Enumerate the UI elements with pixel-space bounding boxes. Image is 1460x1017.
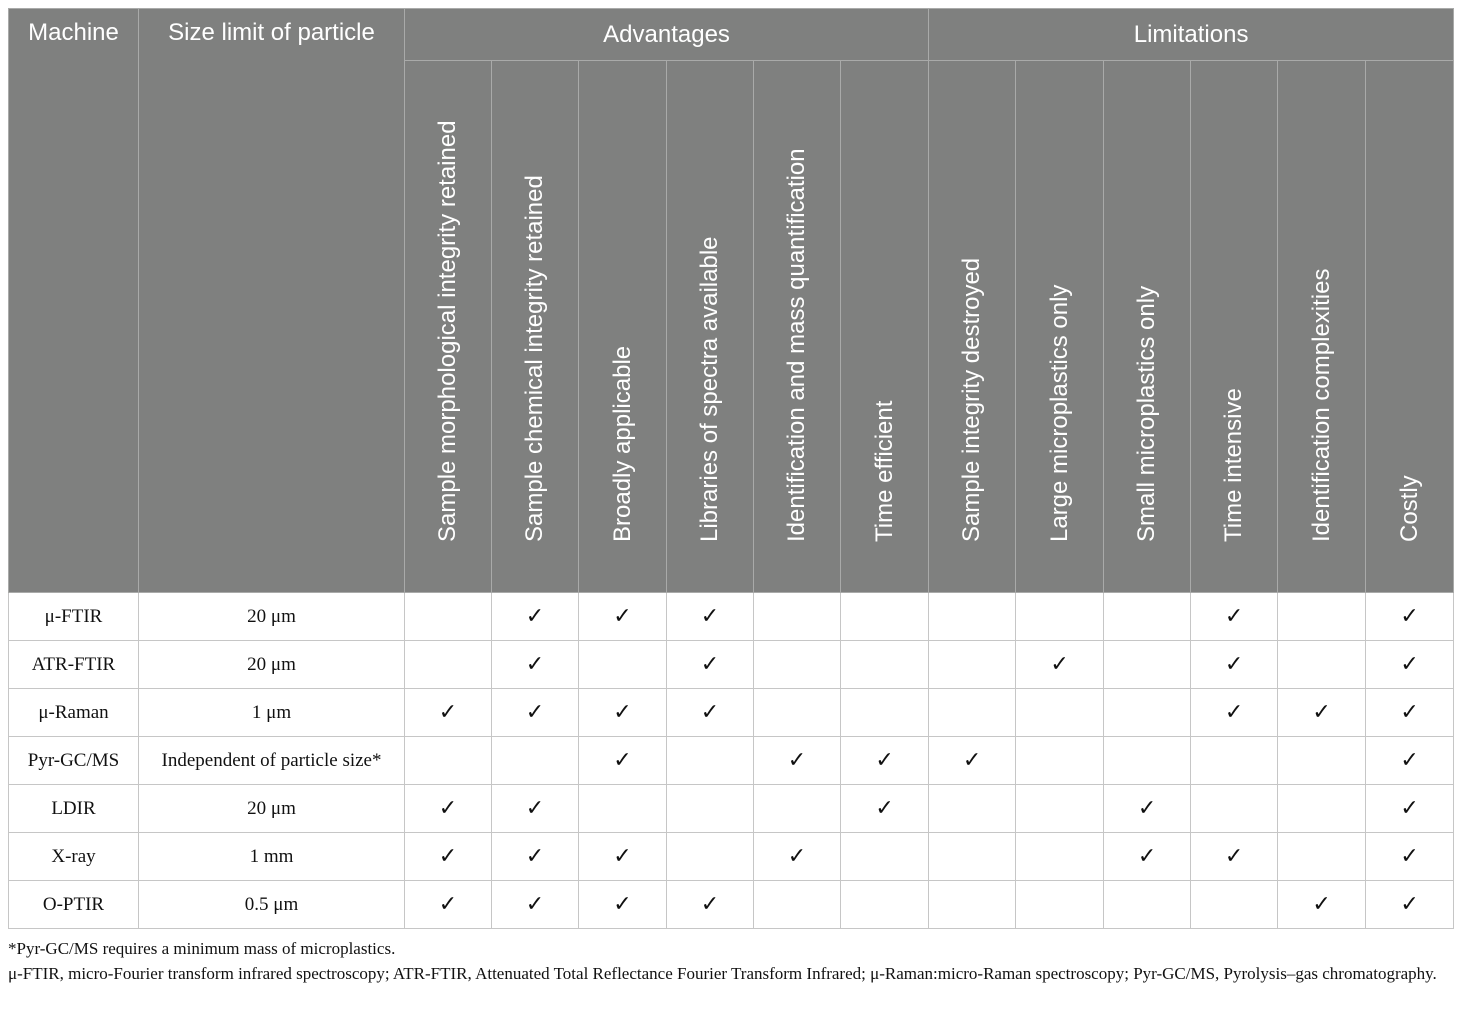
header-row-top bbox=[9, 9, 1454, 61]
empty-cell bbox=[841, 641, 929, 689]
check-mark-cell: ✓ bbox=[929, 737, 1016, 785]
empty-cell bbox=[929, 785, 1016, 833]
empty-cell bbox=[579, 785, 667, 833]
table-row bbox=[9, 833, 1454, 881]
table-header bbox=[9, 9, 1454, 593]
check-mark-cell: ✓ bbox=[405, 833, 492, 881]
check-mark-cell: ✓ bbox=[492, 881, 579, 929]
check-mark-cell: ✓ bbox=[1366, 881, 1454, 929]
empty-cell bbox=[1191, 737, 1278, 785]
empty-cell bbox=[667, 737, 754, 785]
machine-cell: O-PTIR bbox=[9, 881, 139, 929]
empty-cell bbox=[1016, 737, 1104, 785]
limitation-column-label: Large microplastics only bbox=[1045, 284, 1073, 542]
empty-cell bbox=[754, 641, 841, 689]
check-mark-cell: ✓ bbox=[405, 689, 492, 737]
table-row bbox=[9, 881, 1454, 929]
check-mark-cell: ✓ bbox=[667, 593, 754, 641]
empty-cell bbox=[1104, 737, 1191, 785]
advantage-column-header bbox=[841, 61, 929, 593]
empty-cell bbox=[929, 593, 1016, 641]
advantage-column-label: Broadly applicable bbox=[608, 345, 636, 542]
check-mark-cell: ✓ bbox=[492, 833, 579, 881]
size-limit-cell: 20 μm bbox=[139, 641, 405, 689]
empty-cell bbox=[579, 641, 667, 689]
limitation-column-header bbox=[1104, 61, 1191, 593]
limitation-column-header bbox=[1278, 61, 1366, 593]
advantage-column-header bbox=[492, 61, 579, 593]
limitation-column-label: Costly bbox=[1395, 475, 1423, 542]
check-mark-cell: ✓ bbox=[667, 641, 754, 689]
check-mark-cell: ✓ bbox=[1366, 833, 1454, 881]
comparison-table-container bbox=[8, 8, 1453, 929]
check-mark-cell: ✓ bbox=[579, 689, 667, 737]
empty-cell bbox=[1016, 593, 1104, 641]
empty-cell bbox=[667, 785, 754, 833]
size-limit-cell: 20 μm bbox=[139, 593, 405, 641]
empty-cell bbox=[1278, 737, 1366, 785]
table-row bbox=[9, 785, 1454, 833]
empty-cell bbox=[1016, 881, 1104, 929]
check-mark-cell: ✓ bbox=[492, 641, 579, 689]
empty-cell bbox=[1104, 593, 1191, 641]
advantage-column-label: Identification and mass quantification bbox=[783, 148, 810, 542]
empty-cell bbox=[929, 833, 1016, 881]
advantage-column-label: Libraries of spectra available bbox=[696, 236, 723, 542]
check-mark-cell: ✓ bbox=[1191, 833, 1278, 881]
advantage-column-label: Sample chemical integrity retained bbox=[521, 175, 548, 542]
table-row bbox=[9, 689, 1454, 737]
check-mark-cell: ✓ bbox=[1191, 689, 1278, 737]
advantage-column-header bbox=[405, 61, 492, 593]
limitations-header: Limitations bbox=[929, 9, 1454, 61]
empty-cell bbox=[405, 737, 492, 785]
check-mark-cell: ✓ bbox=[1366, 737, 1454, 785]
machine-cell: μ-Raman bbox=[9, 689, 139, 737]
check-mark-cell: ✓ bbox=[1104, 833, 1191, 881]
check-mark-cell: ✓ bbox=[579, 593, 667, 641]
empty-cell bbox=[754, 593, 841, 641]
size-limit-cell: 20 μm bbox=[139, 785, 405, 833]
machine-cell: ATR-FTIR bbox=[9, 641, 139, 689]
check-mark-cell: ✓ bbox=[754, 737, 841, 785]
empty-cell bbox=[841, 593, 929, 641]
check-mark-cell: ✓ bbox=[1016, 641, 1104, 689]
check-mark-cell: ✓ bbox=[1278, 881, 1366, 929]
empty-cell bbox=[929, 881, 1016, 929]
advantages-header: Advantages bbox=[405, 9, 929, 61]
empty-cell bbox=[1016, 785, 1104, 833]
check-mark-cell: ✓ bbox=[1366, 641, 1454, 689]
empty-cell bbox=[405, 593, 492, 641]
empty-cell bbox=[1016, 689, 1104, 737]
microplastic-methods-table bbox=[8, 8, 1454, 929]
size-limit-cell: 1 μm bbox=[139, 689, 405, 737]
check-mark-cell: ✓ bbox=[1278, 689, 1366, 737]
check-mark-cell: ✓ bbox=[841, 785, 929, 833]
check-mark-cell: ✓ bbox=[1366, 593, 1454, 641]
limitation-column-label: Time intensive bbox=[1220, 388, 1248, 542]
check-mark-cell: ✓ bbox=[841, 737, 929, 785]
check-mark-cell: ✓ bbox=[405, 881, 492, 929]
size-limit-cell: 1 mm bbox=[139, 833, 405, 881]
check-mark-cell: ✓ bbox=[667, 881, 754, 929]
check-mark-cell: ✓ bbox=[492, 689, 579, 737]
limitation-column-header bbox=[929, 61, 1016, 593]
empty-cell bbox=[492, 737, 579, 785]
empty-cell bbox=[1278, 785, 1366, 833]
check-mark-cell: ✓ bbox=[1191, 593, 1278, 641]
machine-cell: LDIR bbox=[9, 785, 139, 833]
limitation-column-header bbox=[1366, 61, 1454, 593]
table-row bbox=[9, 737, 1454, 785]
empty-cell bbox=[841, 689, 929, 737]
empty-cell bbox=[1278, 833, 1366, 881]
size-limit-cell: Independent of particle size* bbox=[139, 737, 405, 785]
table-notes bbox=[8, 936, 1453, 986]
table-row bbox=[9, 593, 1454, 641]
machine-cell: Pyr-GC/MS bbox=[9, 737, 139, 785]
empty-cell bbox=[1278, 641, 1366, 689]
check-mark-cell: ✓ bbox=[579, 833, 667, 881]
empty-cell bbox=[1104, 881, 1191, 929]
empty-cell bbox=[1191, 785, 1278, 833]
empty-cell bbox=[841, 833, 929, 881]
check-mark-cell: ✓ bbox=[1366, 785, 1454, 833]
limitation-column-header bbox=[1016, 61, 1104, 593]
empty-cell bbox=[1191, 881, 1278, 929]
empty-cell bbox=[754, 689, 841, 737]
empty-cell bbox=[754, 881, 841, 929]
machine-cell: μ-FTIR bbox=[9, 593, 139, 641]
check-mark-cell: ✓ bbox=[1104, 785, 1191, 833]
check-mark-cell: ✓ bbox=[492, 785, 579, 833]
advantage-column-header bbox=[667, 61, 754, 593]
footnote: *Pyr-GC/MS requires a minimum mass of microplastics. bbox=[8, 939, 396, 958]
empty-cell bbox=[929, 641, 1016, 689]
empty-cell bbox=[841, 881, 929, 929]
abbreviations-note: μ-FTIR, micro-Fourier transform infrared spectroscopy; ATR-FTIR, Attenuated Total Reflectance Fourier Transform Infrared; μ-Raman:micro-Raman spectroscopy; Pyr-GC/MS, Pyrolysis–gas chromatography. bbox=[8, 964, 1437, 983]
empty-cell bbox=[1278, 593, 1366, 641]
limitation-column-label: Sample integrity destroyed bbox=[958, 257, 986, 542]
check-mark-cell: ✓ bbox=[579, 881, 667, 929]
empty-cell bbox=[754, 785, 841, 833]
machine-header: Machine bbox=[9, 9, 139, 593]
check-mark-cell: ✓ bbox=[405, 785, 492, 833]
machine-cell: X-ray bbox=[9, 833, 139, 881]
size-limit-cell: 0.5 μm bbox=[139, 881, 405, 929]
table-body bbox=[9, 593, 1454, 929]
limitation-column-label: Identification complexities bbox=[1307, 268, 1335, 542]
limitation-column-label: Small microplastics only bbox=[1133, 285, 1161, 542]
limitation-column-header bbox=[1191, 61, 1278, 593]
check-mark-cell: ✓ bbox=[492, 593, 579, 641]
check-mark-cell: ✓ bbox=[579, 737, 667, 785]
check-mark-cell: ✓ bbox=[667, 689, 754, 737]
advantage-column-label: Time efficient bbox=[870, 400, 898, 542]
advantage-column-header bbox=[579, 61, 667, 593]
advantage-column-header bbox=[754, 61, 841, 593]
empty-cell bbox=[1016, 833, 1104, 881]
advantage-column-label: Sample morphological integrity retained bbox=[434, 120, 461, 542]
check-mark-cell: ✓ bbox=[1191, 641, 1278, 689]
empty-cell bbox=[1104, 641, 1191, 689]
empty-cell bbox=[1104, 689, 1191, 737]
size-limit-header: Size limit of particle bbox=[139, 9, 405, 593]
empty-cell bbox=[929, 689, 1016, 737]
empty-cell bbox=[667, 833, 754, 881]
table-row bbox=[9, 641, 1454, 689]
check-mark-cell: ✓ bbox=[1366, 689, 1454, 737]
empty-cell bbox=[405, 641, 492, 689]
check-mark-cell: ✓ bbox=[754, 833, 841, 881]
